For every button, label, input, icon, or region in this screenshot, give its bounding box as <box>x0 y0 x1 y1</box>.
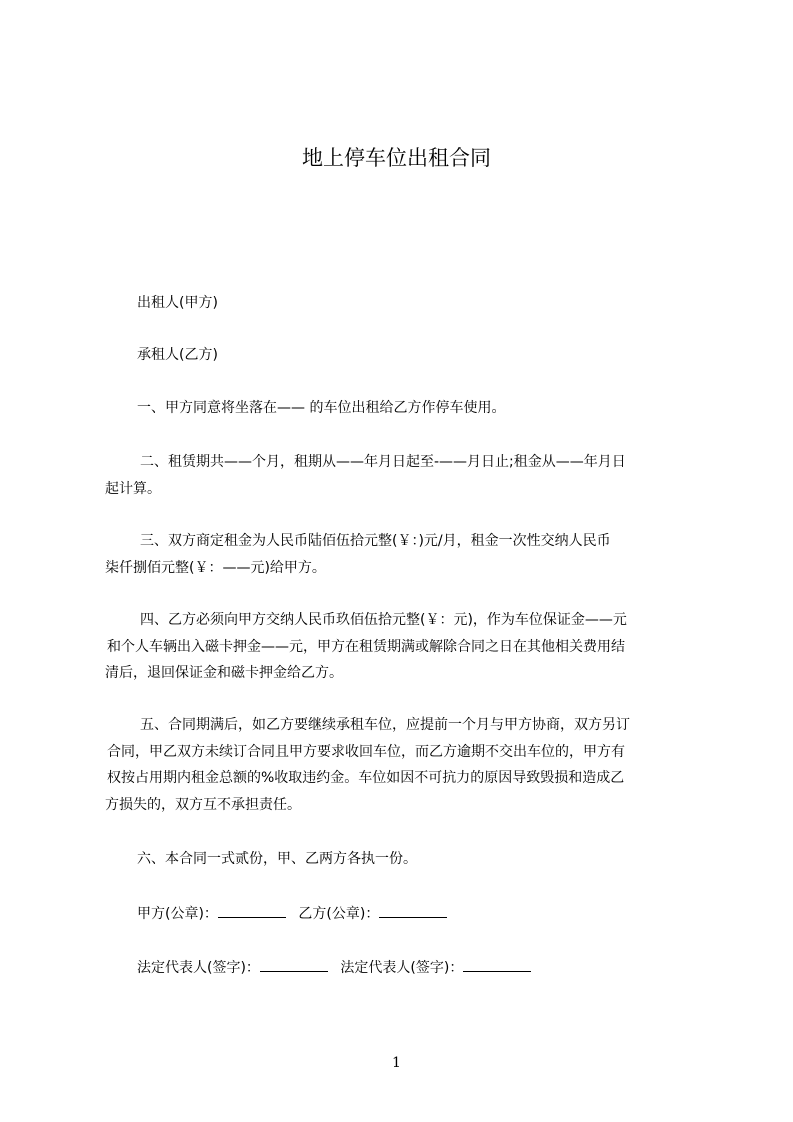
clause-4-line-2: 和个人车辆出入磁卡押金——元，甲方在租赁期满或解除合同之日在其他相关费用结 <box>107 638 625 655</box>
clause-2 <box>105 449 701 502</box>
clause-3-line-2: 柒仟捌佰元整(￥：——元)给甲方。 <box>105 559 326 576</box>
party-b-seal-label: 乙方(公章)： <box>298 906 380 922</box>
clause-5-line-4: 方损失的，双方互不承担责任。 <box>105 796 301 813</box>
lessee-label: 承租人(乙方) <box>137 347 218 363</box>
clause-1: 一、甲方同意将坐落在—— 的车位出租给乙方作停车使用。 <box>137 400 506 416</box>
rep-b-blank <box>463 957 531 972</box>
clause-5-line-1: 五、合同期满后，如乙方要继续承租车位，应提前一个月与甲方协商，双方另订 <box>140 717 630 733</box>
party-a-seal-label: 甲方(公章)： <box>137 906 218 922</box>
page-number: 1 <box>392 1055 401 1071</box>
representative-line <box>137 956 737 980</box>
clause-3 <box>105 528 701 581</box>
seal-line <box>137 902 737 926</box>
clause-2-line-1: 二、租赁期共——个月，租期从——年月日起至-——月日止;租金从——年月日 <box>140 454 626 470</box>
clause-3-line-1: 三、双方商定租金为人民币陆佰伍拾元整(￥：)元/月，租金一次性交纳人民币 <box>140 533 611 549</box>
clause-5-line-3: 权按占用期内租金总额的%收取违约金。车位如因不可抗力的原因导致毁损和造成乙 <box>107 770 625 786</box>
rep-a-label: 法定代表人(签字)： <box>137 960 260 976</box>
clause-4-line-3: 清后，退回保证金和磁卡押金给乙方。 <box>105 665 343 681</box>
clause-4-line-1: 四、乙方必须向甲方交纳人民币玖佰伍拾元整(￥：元)，作为车位保证金——元 <box>140 612 627 628</box>
party-a-seal-blank <box>218 903 286 918</box>
document-title: 地上停车位出租合同 <box>302 146 491 170</box>
clause-5 <box>105 712 701 818</box>
clause-4 <box>105 607 701 687</box>
clause-5-line-2: 合同，甲乙双方未续订合同且甲方要求收回车位，而乙方逾期不交出车位的，甲方有 <box>107 743 625 760</box>
lessor-label: 出租人(甲方) <box>137 295 218 311</box>
party-b-seal-blank <box>379 903 447 918</box>
clause-2-line-2: 起计算。 <box>105 480 161 497</box>
rep-b-label: 法定代表人(签字)： <box>340 960 464 976</box>
clause-6: 六、本合同一式贰份，甲、乙两方各执一份。 <box>137 851 417 867</box>
rep-a-blank <box>260 957 328 972</box>
